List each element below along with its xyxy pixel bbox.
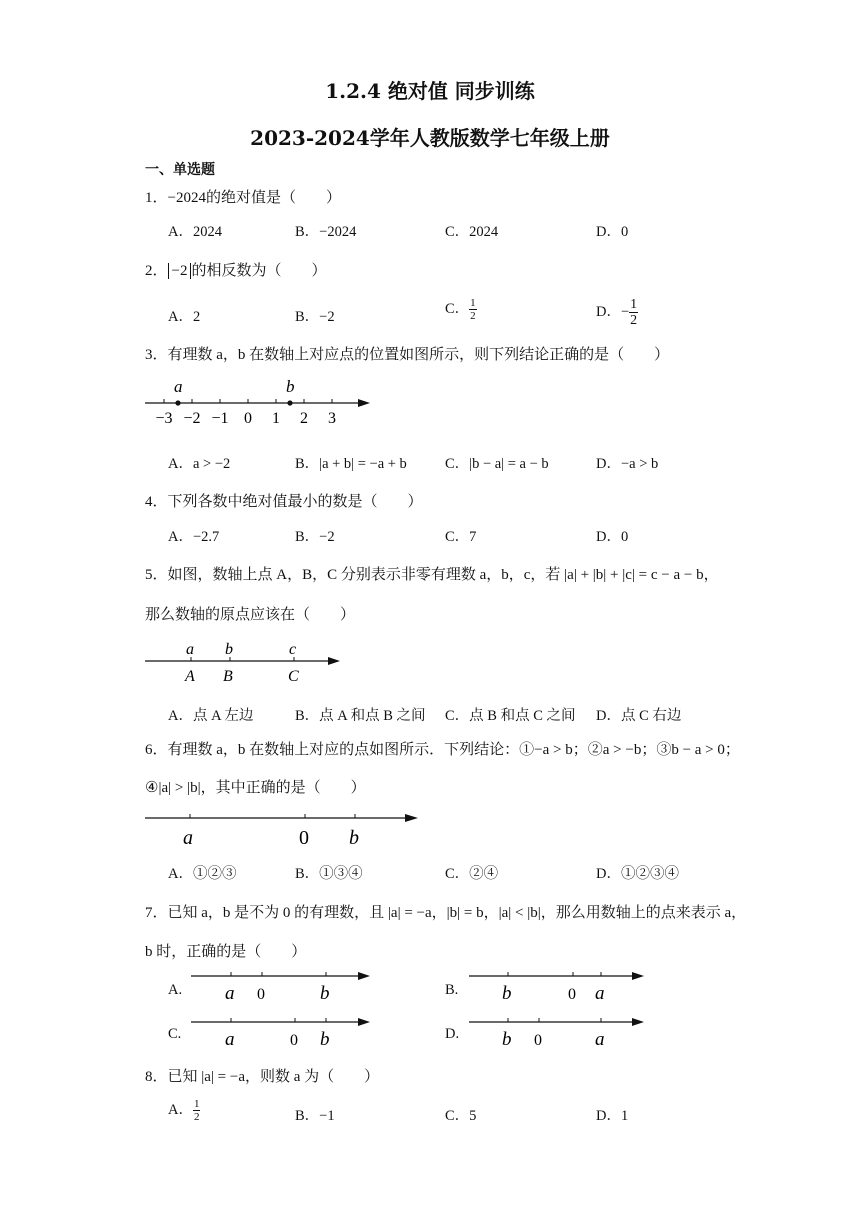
q7-option-d-label[interactable]: D. — [445, 1026, 460, 1042]
q3-tick-label: 0 — [244, 410, 252, 427]
q7-option-b-axis[interactable] — [466, 966, 651, 1006]
q7a-label-0: 0 — [257, 986, 265, 1003]
q8-option-a-label: A． — [168, 1102, 193, 1118]
q8-option-d[interactable]: D．1 — [596, 1108, 629, 1124]
q6-label-b: b — [349, 827, 359, 849]
q3-tick-label: −1 — [211, 410, 229, 427]
q1-option-d[interactable]: D．0 — [596, 224, 629, 240]
q8-a-numerator: 1 — [193, 1098, 200, 1111]
q7-option-a-label[interactable]: A. — [168, 982, 183, 998]
q2-c-denominator: 2 — [470, 310, 476, 323]
q2-option-d-label: D．− — [596, 303, 630, 320]
q4-option-c[interactable]: C．7 — [445, 529, 477, 545]
page-title: 1.2.4 绝对值 同步训练 — [325, 79, 535, 103]
q7d-label-a: a — [595, 1029, 605, 1050]
q2-number: 2． — [145, 263, 168, 279]
q7-stem-line2: b 时，正确的是（ ） — [145, 944, 307, 960]
q6-stem-line2: ④|a| > |b|，其中正确的是（ ） — [145, 780, 366, 796]
q3-option-d[interactable]: D．−a > b — [596, 456, 659, 472]
q6-option-b[interactable]: B．①③④ — [295, 866, 363, 882]
q2-absolute-value: −2 — [168, 263, 192, 279]
q3-stem: 3．有理数 a，b 在数轴上对应点的位置如图所示，则下列结论正确的是（ ） — [145, 347, 670, 363]
q1-option-a[interactable]: A．2024 — [168, 224, 222, 240]
q1-stem: 1．−2024的绝对值是（ ） — [145, 190, 341, 206]
q8-option-c[interactable]: C．5 — [445, 1108, 477, 1124]
q3-label-a: a — [174, 377, 183, 396]
q2-d-numerator: 1 — [630, 297, 638, 312]
q6-label-a: a — [183, 827, 193, 849]
q2-option-c[interactable] — [445, 297, 477, 322]
q7-option-d-axis[interactable] — [466, 1012, 651, 1052]
q8-stem: 8．已知 |a| = −a，则数 a 为（ ） — [145, 1069, 380, 1085]
q7c-label-a: a — [225, 1029, 235, 1050]
q4-option-d[interactable]: D．0 — [596, 529, 629, 545]
q3-option-c[interactable]: C．|b − a| = a − b — [445, 456, 549, 472]
q8-option-b[interactable]: B．−1 — [295, 1108, 335, 1124]
q3-tick-label: −2 — [183, 410, 201, 427]
q6-option-d[interactable]: D．①②③④ — [596, 866, 679, 882]
q1-option-b[interactable]: B．−2024 — [295, 224, 357, 240]
q4-option-b[interactable]: B．−2 — [295, 529, 335, 545]
q5-label-a: a — [186, 641, 194, 658]
q5-option-d[interactable]: D．点 C 右边 — [596, 708, 682, 724]
q5-option-b[interactable]: B．点 A 和点 B 之间 — [295, 708, 426, 724]
q5-label-B: B — [223, 668, 233, 685]
q3-label-b: b — [286, 377, 295, 396]
q7-option-a-axis[interactable] — [188, 966, 378, 1006]
q7d-label-b: b — [502, 1029, 512, 1050]
q2-c-numerator: 1 — [470, 297, 476, 310]
q5-stem-line2: 那么数轴的原点应该在（ ） — [145, 607, 356, 623]
q7b-label-a: a — [595, 983, 605, 1004]
q7b-label-0: 0 — [568, 986, 576, 1003]
q5-label-b: b — [225, 641, 233, 658]
q6-number-line — [140, 806, 425, 852]
q7-option-c-axis[interactable] — [188, 1012, 378, 1052]
q3-option-a[interactable]: A．a > −2 — [168, 456, 231, 472]
q2-option-d[interactable] — [596, 297, 638, 328]
q7a-label-b: b — [320, 983, 330, 1004]
q6-option-a[interactable]: A．①②③ — [168, 866, 237, 882]
q3-tick-label: −3 — [155, 410, 173, 427]
q5-number-line — [140, 636, 350, 686]
q3-tick-label: 3 — [328, 410, 336, 427]
q2-d-denominator: 2 — [630, 313, 638, 328]
q5-option-a[interactable]: A．点 A 左边 — [168, 708, 254, 724]
q5-stem-line1: 5．如图，数轴上点 A，B，C 分别表示非零有理数 a，b，c，若 |a| + |b| + |c| = c − a − b， — [145, 567, 719, 583]
q7a-label-a: a — [225, 983, 235, 1004]
q2-stem — [145, 259, 327, 280]
q3-tick-label: 2 — [300, 410, 308, 427]
q5-label-c: c — [289, 641, 297, 658]
q7-option-c-label[interactable]: C. — [168, 1026, 182, 1042]
q7c-label-0: 0 — [290, 1032, 298, 1049]
q3-number-line — [140, 375, 380, 430]
q5-option-c[interactable]: C．点 B 和点 C 之间 — [445, 708, 576, 724]
q6-option-c[interactable]: C．②④ — [445, 866, 499, 882]
page-subtitle: 2023-2024学年人教版数学七年级上册 — [250, 126, 610, 150]
section-heading: 一、单选题 — [145, 162, 215, 178]
q5-label-A: A — [185, 668, 195, 685]
q5-label-C: C — [288, 668, 299, 685]
q6-label-0: 0 — [299, 827, 309, 849]
q4-option-a[interactable]: A．−2.7 — [168, 529, 220, 545]
q3-tick-label: 1 — [272, 410, 280, 427]
q1-option-c[interactable]: C．2024 — [445, 224, 499, 240]
q2-option-a[interactable]: A．2 — [168, 309, 201, 325]
q2-option-b[interactable]: B．−2 — [295, 309, 335, 325]
q7c-label-b: b — [320, 1029, 330, 1050]
q7b-label-b: b — [502, 983, 512, 1004]
q8-a-denominator: 2 — [193, 1111, 200, 1124]
q7d-label-0: 0 — [534, 1032, 542, 1049]
q3-point-b — [287, 400, 292, 405]
q2-option-c-label: C． — [445, 301, 470, 317]
q3-option-b[interactable]: B．|a + b| = −a + b — [295, 456, 407, 472]
q3-point-a — [175, 400, 180, 405]
q8-option-a[interactable] — [168, 1098, 200, 1123]
q4-stem: 4．下列各数中绝对值最小的数是（ ） — [145, 494, 423, 510]
q6-stem-line1: 6．有理数 a，b 在数轴上对应的点如图所示．下列结论：①−a > b；②a > −b；③b − a > 0； — [145, 742, 740, 758]
q7-stem-line1: 7．已知 a，b 是不为 0 的有理数，且 |a| = −a，|b| = b，|a| < |b|，那么用数轴上的点来表示 a， — [145, 905, 747, 921]
q2-stem-rest: 的相反数为（ ） — [191, 263, 327, 279]
q7-option-b-label[interactable]: B. — [445, 982, 459, 998]
